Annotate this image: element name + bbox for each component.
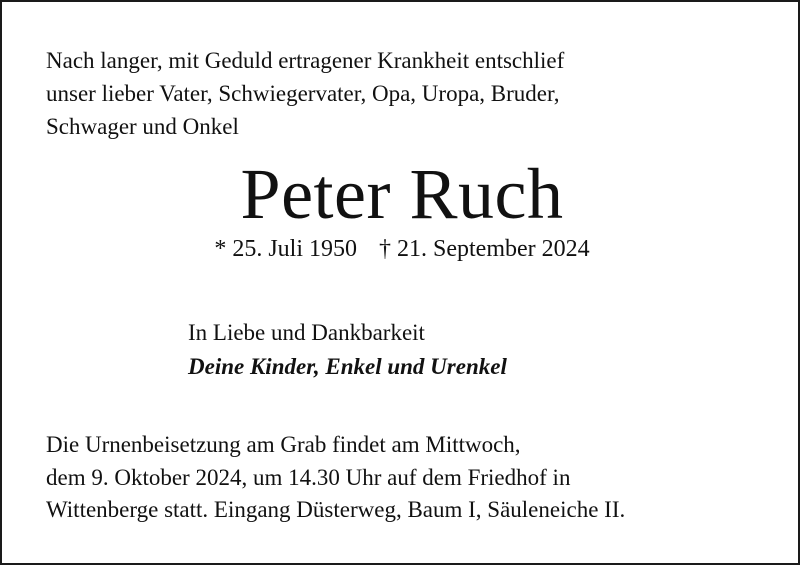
life-dates bbox=[2, 232, 800, 266]
intro-line-3: Schwager und Onkel bbox=[46, 114, 239, 139]
mourning-phrase: In Liebe und Dankbarkeit bbox=[188, 320, 425, 345]
burial-line-2: dem 9. Oktober 2024, um 14.30 Uhr auf dem Friedhof in bbox=[46, 465, 571, 490]
death-date: † 21. September 2024 bbox=[379, 236, 590, 262]
birth-date: * 25. Juli 1950 bbox=[214, 236, 358, 262]
deceased-name: Peter Ruch bbox=[240, 154, 564, 234]
burial-line-3: Wittenberge statt. Eingang Düsterweg, Baum I, Säuleneiche II. bbox=[46, 497, 626, 522]
mourners-names: Deine Kinder, Enkel und Urenkel bbox=[188, 354, 507, 379]
intro-line-1: Nach langer, mit Geduld ertragener Krankheit entschlief bbox=[46, 48, 565, 73]
intro-line-2: unser lieber Vater, Schwiegervater, Opa, Uropa, Bruder, bbox=[46, 81, 560, 106]
burial-line-1: Die Urnenbeisetzung am Grab findet am Mittwoch, bbox=[46, 432, 521, 457]
